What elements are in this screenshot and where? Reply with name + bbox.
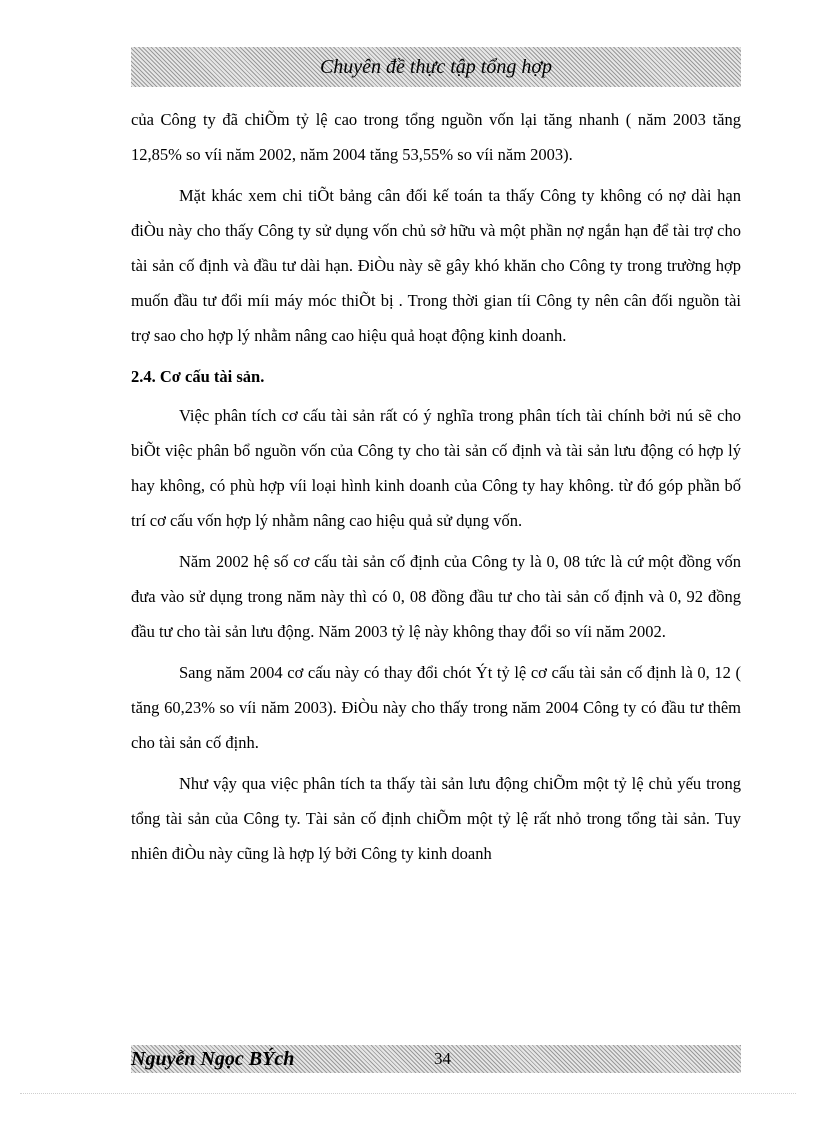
page-header-title: Chuyên đề thực tập tổng hợp xyxy=(319,55,553,78)
paragraph-conclusion: Như vậy qua việc phân tích ta thấy tài sản lưu động chiÕm một tỷ lệ chủ yếu trong tổng tài sản của Công ty. Tài sản cố định chiÕm một tỷ lệ rất nhỏ trong tổng tài sản. Tuy nhiên điÒu này cũng là hợp lý bởi Công ty kinh doanh xyxy=(131,774,741,863)
footer-author: Nguyễn Ngọc BÝch xyxy=(131,1048,295,1070)
page-header xyxy=(131,47,741,87)
paragraph-year-2002: Năm 2002 hệ số cơ cấu tài sản cố định của Công ty là 0, 08 tức là cứ một đồng vốn đưa vào sử dụng trong năm này thì có 0, 08 đồng đầu tư cho tài sản cố định và 0, 92 đồng đầu tư cho tài sản lưu động. Năm 2003 tỷ lệ này không thay đổi so víi năm 2002. xyxy=(131,552,741,641)
document-body xyxy=(131,102,741,877)
paragraph-year-2004: Sang năm 2004 cơ cấu này có thay đổi chót Ýt tỷ lệ cơ cấu tài sản cố định là 0, 12 ( tăng 60,23% so víi năm 2003). ĐiÒu này cho thấy trong năm 2004 Công ty có đầu tư thêm cho tài sản cố định. xyxy=(131,663,741,752)
paragraph-continuation: của Công ty đã chiÕm tỷ lệ cao trong tổng nguồn vốn lại tăng nhanh ( năm 2003 tăng 12,85% so víi năm 2002, năm 2004 tăng 53,55% so víi năm 2003). xyxy=(131,110,741,164)
page-footer xyxy=(131,1045,741,1073)
section-heading-asset-structure: 2.4. Cơ cấu tài sản. xyxy=(131,367,265,386)
paragraph-asset-analysis: Việc phân tích cơ cấu tài sản rất có ý nghĩa trong phân tích tài chính bởi nú sẽ cho biÕt việc phân bổ nguồn vốn của Công ty cho tài sản cố định và tài sản lưu động có hợp lý hay không, có phù hợp víi loại hình kinh doanh của Công ty hay không. từ đó góp phần bố trí cơ cấu vốn hợp lý nhằm nâng cao hiệu quả sử dụng vốn. xyxy=(131,406,741,530)
page-number: 34 xyxy=(434,1049,451,1068)
page-bottom-divider xyxy=(20,1093,796,1094)
paragraph-long-term-debt: Mặt khác xem chi tiÕt bảng cân đối kế toán ta thấy Công ty không có nợ dài hạn điÒu này cho thấy Công ty sử dụng vốn chủ sở hữu và một phần nợ ngắn hạn để tài trợ cho tài sản cố định và đầu tư dài hạn. ĐiÒu này sẽ gây khó khăn cho Công ty trong trường hợp muốn đầu tư đổi míi máy móc thiÕt bị . Trong thời gian tíi Công ty nên cân đối nguồn tài trợ sao cho hợp lý nhằm nâng cao hiệu quả hoạt động kinh doanh. xyxy=(131,186,741,345)
